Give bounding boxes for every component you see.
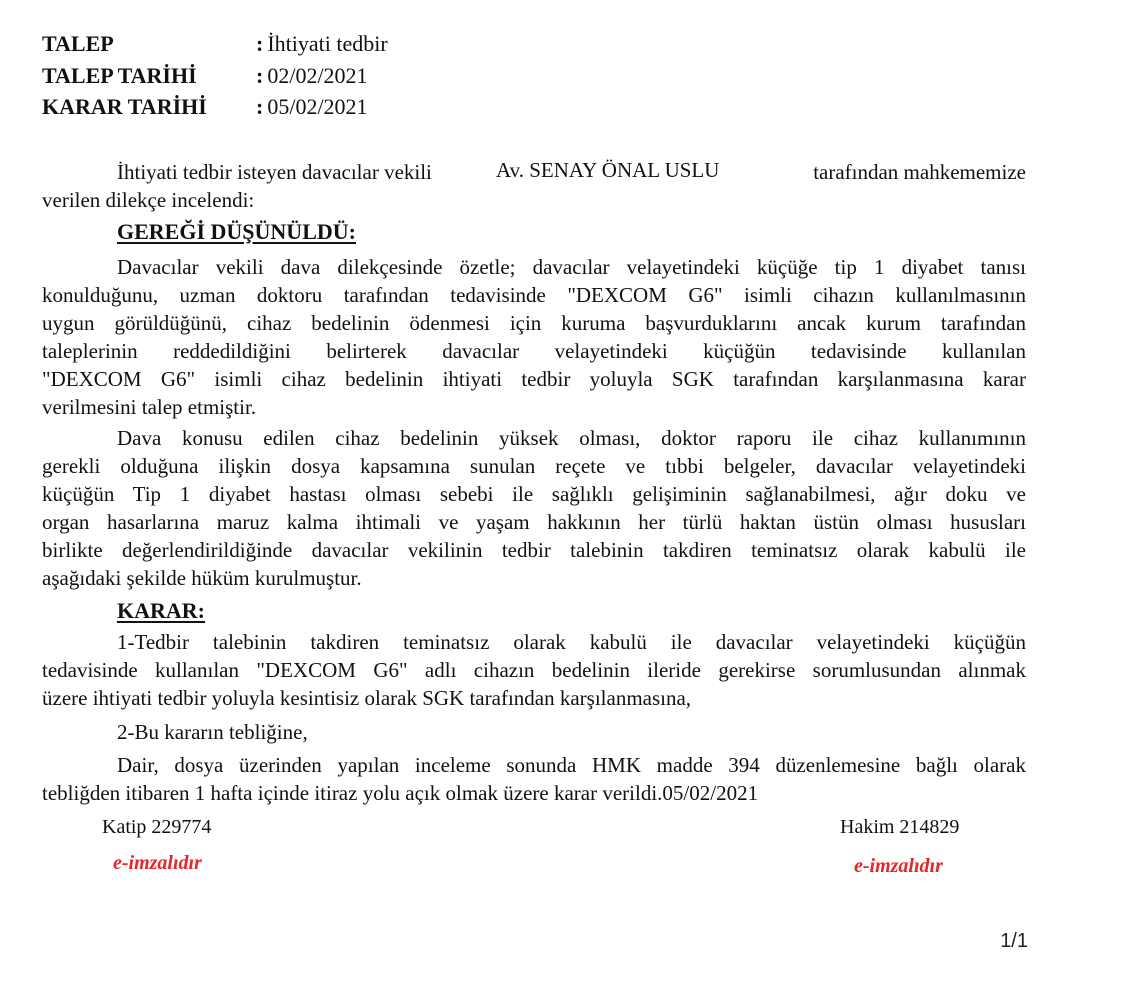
karar-item2: 2-Bu kararın tebliğine, [117, 720, 308, 744]
para2-line: Dava konusu edilen cihaz bedelinin yüksek olması, doktor raporu ile cihaz kullanımının [117, 426, 1026, 450]
talep-tarihi-value: 02/02/2021 [267, 63, 368, 88]
karar-item1-line: üzere ihtiyati tedbir yoluyla kesintisiz olarak SGK tarafından karşılanmasına, [42, 686, 692, 710]
hakim-esign-stamp: e-imzalıdır [854, 855, 943, 877]
talep-tarihi-value-wrap [256, 61, 368, 91]
section-title-geregi: GEREĞİ DÜŞÜNÜLDÜ: [117, 219, 356, 244]
karar-tarihi-colon: : [256, 94, 264, 119]
para1-line: uygun görüldüğünü, cihaz bedelinin ödenmesi için kuruma başvurduklarını ancak kurum tarafından [42, 311, 1026, 335]
lawyer-name: Av. SENAY ÖNAL USLU [496, 158, 720, 182]
para2-line: küçüğün Tip 1 diyabet hastası olması sebebi ile sağlıklı gelişiminin sağlanabilmesi, ağır doku ve [42, 482, 1026, 506]
closing-line: Dair, dosya üzerinden yapılan inceleme sonunda HMK madde 394 düzenlemesine bağlı olarak [117, 753, 1026, 777]
karar-tarihi-value: 05/02/2021 [267, 94, 368, 119]
closing-line: tebliğden itibaren 1 hafta içinde itiraz yolu açık olmak üzere karar verildi.05/02/2021 [42, 781, 759, 805]
para2-line: birlikte değerlendirildiğinde davacılar vekilinin tedbir talebinin takdiren teminatsız olarak kabulü ile [42, 538, 1026, 562]
talep-value: İhtiyati tedbir [267, 31, 388, 56]
talep-label: TALEP [42, 31, 114, 56]
talep-tarihi-colon: : [256, 63, 264, 88]
karar-tarihi-value-wrap [256, 92, 368, 122]
karar-tarihi-label: KARAR TARİHİ [42, 94, 207, 119]
intro-before-lawyer: İhtiyati tedbir isteyen davacılar vekili [117, 160, 432, 184]
para2-line: organ hasarlarına maruz kalma ihtimali ve yaşam hakkının her türlü haktan üstün olması hususları [42, 510, 1026, 534]
para1-line: verilmesini talep etmiştir. [42, 395, 257, 419]
para1-line: taleplerinin reddedildiğini belirterek davacılar velayetindeki küçüğün tedavisinde kullanılan [42, 339, 1026, 363]
intro-after-lawyer: tarafından mahkememize [813, 160, 1026, 184]
katip-esign-stamp: e-imzalıdır [113, 852, 202, 874]
para1-line: konulduğunu, uzman doktoru tarafından tedavisinde "DEXCOM G6" isimli cihazın kullanılmasının [42, 283, 1026, 307]
talep-tarihi-label: TALEP TARİHİ [42, 63, 197, 88]
talep-value-wrap [256, 29, 388, 59]
intro-line-2: verilen dilekçe incelendi: [42, 188, 255, 212]
para2-line: gerekli olduğuna ilişkin dosya kapsamına sunulan reçete ve tıbbi belgeler, davacılar velayetindeki [42, 454, 1026, 478]
section-title-karar: KARAR: [117, 598, 205, 623]
page-number: 1/1 [1000, 930, 1028, 952]
hakim-signature: Hakim 214829 [840, 816, 960, 838]
talep-colon: : [256, 31, 264, 56]
para2-line: aşağıdaki şekilde hüküm kurulmuştur. [42, 566, 362, 590]
katip-signature: Katip 229774 [102, 816, 212, 838]
para1-line: "DEXCOM G6" isimli cihaz bedelinin ihtiyati tedbir yoluyla SGK tarafından karşılanmasına karar [42, 367, 1026, 391]
karar-item1-line: 1-Tedbir talebinin takdiren teminatsız olarak kabulü ile davacılar velayetindeki küçüğün [117, 630, 1026, 654]
para1-line: Davacılar vekili dava dilekçesinde özetle; davacılar velayetindeki küçüğe tip 1 diyabet tanısı [117, 255, 1026, 279]
karar-item1-line: tedavisinde kullanılan "DEXCOM G6" adlı cihazın bedelinin ileride gerekirse sorumlusundan alınmak [42, 658, 1026, 682]
